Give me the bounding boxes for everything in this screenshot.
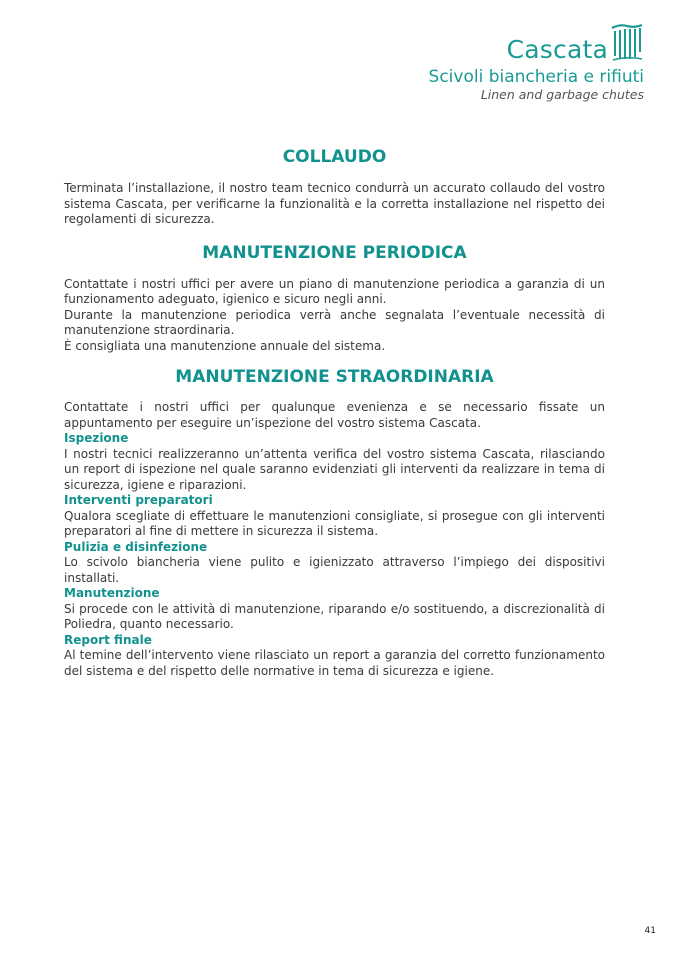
header xyxy=(429,22,644,102)
page-number: 41 xyxy=(644,926,656,936)
section-manutenzione-periodica xyxy=(64,242,605,355)
ispezione-text: I nostri tecnici realizzeranno un’attenta verifica del vostro sistema Cascata, rilasciando un report di ispezione nel quale saranno evidenziati gli interventi da realizzare in tema di sicurezza, igiene e riparazioni. xyxy=(64,446,605,492)
page-content xyxy=(64,146,605,679)
periodica-paragraph-2: Durante la manutenzione periodica verrà anche segnalata l’eventuale necessità di manutenzione straordinaria. xyxy=(64,307,605,337)
periodica-paragraph-1: Contattate i nostri uffici per avere un piano di manutenzione periodica a garanzia di un funzionamento adeguato, igienico e sicuro negli anni. xyxy=(64,276,605,306)
straordinaria-intro: Contattate i nostri uffici per qualunque evenienza e se necessario fissate un appuntamento per eseguire un’ispezione del vostro sistema Cascata. xyxy=(64,400,605,430)
section-title-collaudo: COLLAUDO xyxy=(282,147,387,167)
periodica-paragraph-3: È consigliata una manutenzione annuale del sistema. xyxy=(64,338,386,353)
subheading-ispezione: Ispezione xyxy=(64,431,129,445)
brand-name: Cascata xyxy=(506,35,608,64)
section-title-manutenzione-periodica: MANUTENZIONE PERIODICA xyxy=(202,242,467,263)
brand-subtitle: Scivoli biancheria e rifiuti xyxy=(428,67,644,87)
report-text: Al temine dell’intervento viene rilasciato un report a garanzia del corretto funzionamento del sistema e del rispetto delle normative in tema di sicurezza e igiene. xyxy=(64,648,605,678)
brand-subtitle-english: Linen and garbage chutes xyxy=(480,86,644,102)
waterfall-logo-icon xyxy=(610,22,644,62)
collaudo-text: Terminata l’installazione, il nostro team tecnico condurrà un accurato collaudo del vostro sistema Cascata, per verificarne la funzionalità e la corretta installazione nel rispetto dei regolamenti di sicurezza. xyxy=(64,181,605,226)
subheading-interventi-preparatori: Interventi preparatori xyxy=(64,493,213,507)
subheading-manutenzione: Manutenzione xyxy=(64,586,160,600)
section-title-manutenzione-straordinaria: MANUTENZIONE STRAORDINARIA xyxy=(175,367,494,387)
interventi-text: Qualora scegliate di effettuare le manutenzioni consigliate, si prosegue con gli interventi preparatori al fine di mettere in sicurezza il sistema. xyxy=(64,508,605,538)
pulizia-text: Lo scivolo biancheria viene pulito e igienizzato attraverso l’impiego dei dispositivi installati. xyxy=(64,555,605,585)
brand-row xyxy=(429,22,644,62)
section-collaudo xyxy=(64,146,605,228)
subheading-pulizia-disinfezione: Pulizia e disinfezione xyxy=(64,539,208,554)
manutenzione-text: Si procede con le attività di manutenzione, riparando e/o sostituendo, a discrezionalità di Poliedra, quanto necessario. xyxy=(64,601,605,631)
section-manutenzione-straordinaria xyxy=(64,366,605,679)
subheading-report-finale: Report finale xyxy=(64,632,152,647)
